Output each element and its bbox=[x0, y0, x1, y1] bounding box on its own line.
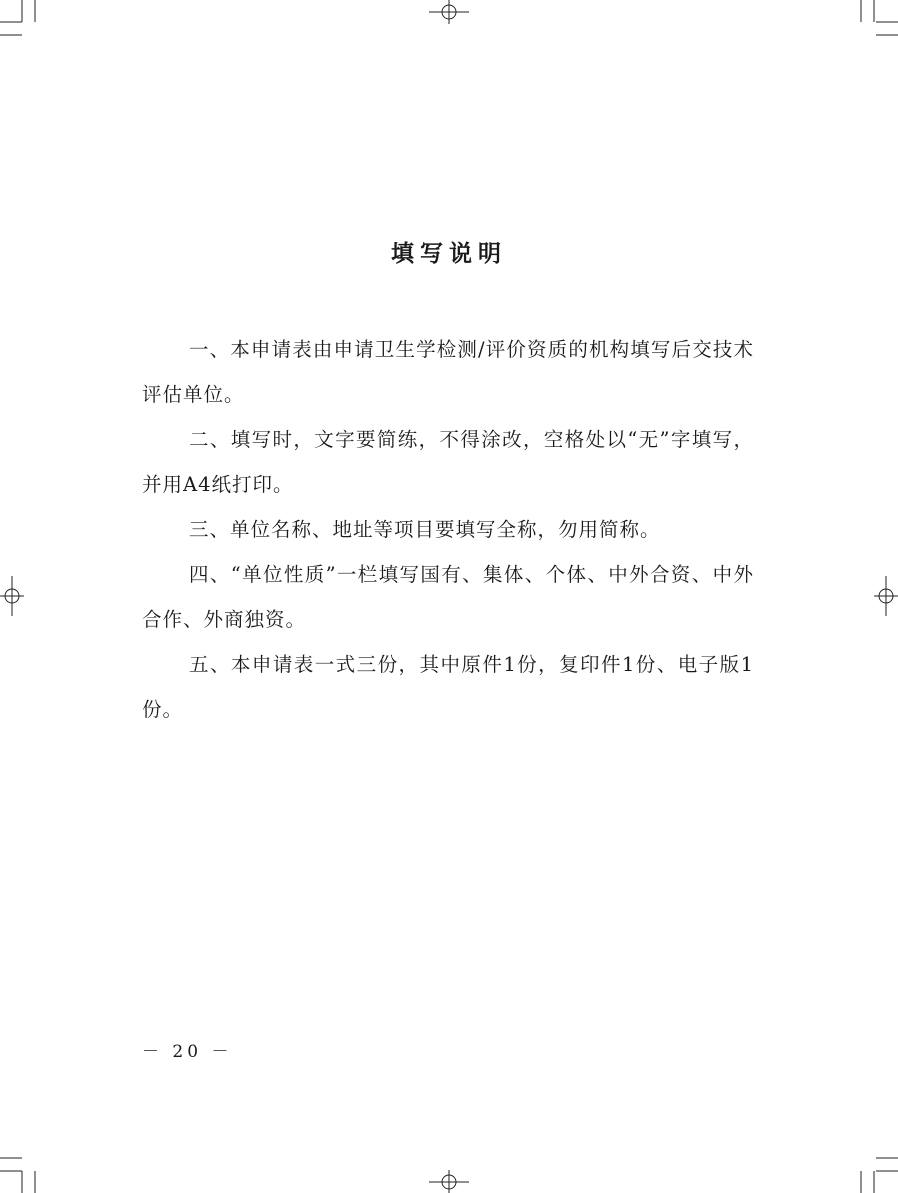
instructions-body bbox=[142, 327, 754, 732]
instruction-paragraph-3: 三、单位名称、地址等项目要填写全称，勿用简称。 bbox=[189, 518, 661, 541]
crop-mark-top-right bbox=[861, 0, 898, 35]
instruction-paragraph-2: 二、填写时，文字要简练，不得涂改，空格处以“无”字填写，并用A4纸打印。 bbox=[142, 428, 754, 496]
page-number: － 20 － bbox=[142, 1042, 233, 1062]
registration-mark-left bbox=[0, 576, 24, 616]
registration-mark-top bbox=[429, 0, 469, 24]
document-title: 填写说明 bbox=[391, 240, 507, 267]
crop-mark-bottom-right bbox=[861, 1158, 898, 1193]
instruction-paragraph-4: 四、“单位性质”一栏填写国有、集体、个体、中外合资、中外合作、外商独资。 bbox=[142, 563, 754, 631]
crop-mark-top-left bbox=[0, 0, 35, 35]
registration-mark-bottom bbox=[429, 1170, 469, 1193]
crop-mark-bottom-left bbox=[0, 1158, 35, 1193]
instruction-paragraph-5: 五、本申请表一式三份，其中原件1份，复印件1份、电子版1份。 bbox=[142, 653, 754, 721]
instruction-paragraph-1: 一、本申请表由申请卫生学检测/评价资质的机构填写后交技术评估单位。 bbox=[142, 338, 754, 406]
registration-mark-right bbox=[874, 576, 898, 616]
